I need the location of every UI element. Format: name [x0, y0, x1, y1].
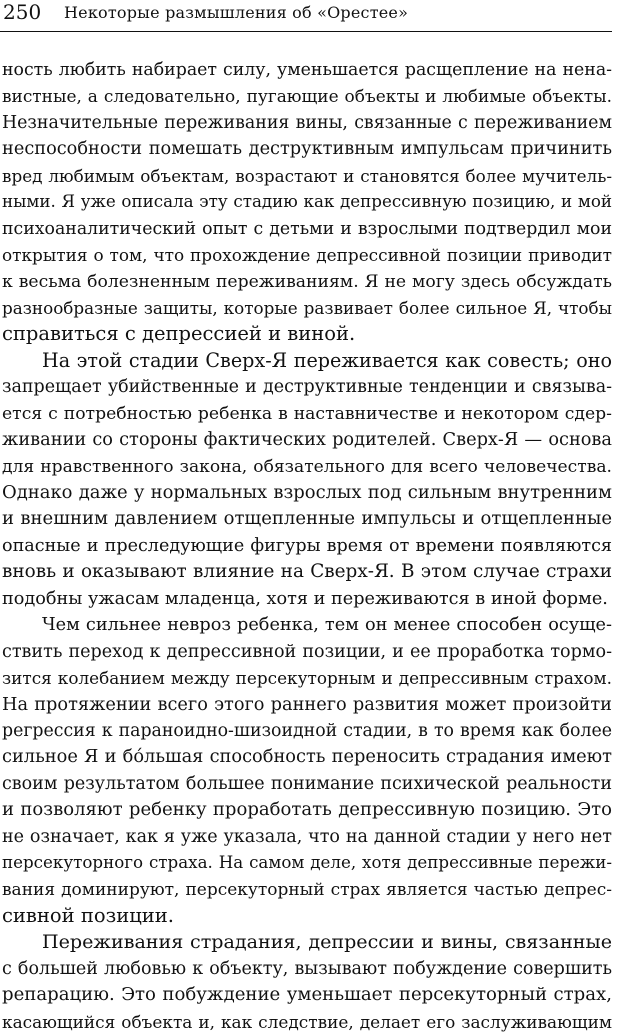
body-text — [2, 57, 612, 1035]
paragraph-first-line: Чем сильнее невроз ребенка, тем он менее способен осуще- — [42, 615, 612, 636]
text-line: и позволяют ребенку проработать депрессивную позицию. Это — [2, 799, 612, 821]
text-line: справиться с депрессией и виной. — [2, 322, 356, 346]
text-line: Незначительные переживания вины, связанные с переживанием — [2, 112, 612, 133]
text-line: неспособности помешать деструктивным импульсам причинить — [2, 139, 612, 160]
text-line: ется с потребностью ребенка в наставничестве и некотором сдер- — [2, 403, 612, 424]
text-line: Однако даже у нормальных взрослых под сильным внутренним — [2, 482, 612, 503]
text-line: ность любить набирает силу, уменьшается расщепление на нена- — [2, 60, 612, 80]
text-line: запрещает убийственные и деструктивные тенденции и связыва- — [2, 377, 612, 398]
text-line: вания доминируют, персекуторный страх является частью депрес- — [2, 879, 612, 900]
text-line: и внешним давлением отщепленные импульсы и отщепленные — [2, 508, 612, 530]
text-line: своим результатом большее понимание психической реальности — [2, 773, 612, 794]
text-line: опасные и преследующие фигуры время от времени появляются — [2, 535, 612, 556]
page-number: 250 — [3, 0, 42, 24]
text-line: вновь и оказывают влияние на Сверх-Я. В этом случае страхи — [2, 561, 612, 583]
text-line: сильное Я и бóльшая способность переносить страдания имеют — [2, 746, 612, 768]
text-line: ствить переход к депрессивной позиции, и ее проработка тормо- — [2, 641, 612, 662]
text-line: подобны ужасам младенца, хотя и переживаются в иной форме. — [2, 588, 608, 609]
text-line: не означает, как я уже указала, что на данной стадии у него нет — [2, 826, 612, 847]
text-line: психоаналитический опыт с детьми и взрослыми подтвердил мои — [2, 218, 612, 239]
text-line: с большей любовью к объекту, вызывают побуждение совершить — [2, 958, 612, 979]
text-line: вистные, а следовательно, пугающие объекты и любимые объекты. — [2, 86, 612, 107]
text-line: к весьма болезненным переживаниям. Я не могу здесь обсуждать — [2, 271, 612, 292]
text-line: регрессия к параноидно-шизоидной стадии, в то время как более — [2, 720, 612, 741]
text-line: ными. Я уже описала эту стадию как депрессивную позицию, и мой — [2, 192, 612, 212]
text-line: разнообразные защиты, которые развивает более сильное Я, чтобы — [2, 297, 612, 318]
page-header — [0, 0, 620, 24]
text-line: касающийся объекта и, как следствие, делает его заслуживающим — [2, 1011, 612, 1032]
paragraph-first-line: Переживания страдания, депрессии и вины, связанные — [42, 930, 612, 954]
text-line: сивной позиции. — [2, 904, 174, 927]
text-line: открытия о том, что прохождение депрессивной позиции приводит — [2, 245, 612, 266]
paragraph-first-line: На этой стадии Сверх-Я переживается как совесть; оно — [42, 348, 612, 372]
text-line: живании со стороны фактических родителей. Сверх-Я — основа — [2, 430, 612, 451]
text-line: для нравственного закона, обязательного для всего человечества. — [2, 456, 612, 477]
running-head: Некоторые размышления об «Орестее» — [64, 3, 409, 22]
text-line: зится колебанием между персекуторным и депрессивным страхом. — [2, 668, 612, 689]
header-rule — [0, 31, 612, 32]
text-line: персекуторного страха. На самом деле, хотя депрессивные пережи- — [2, 853, 612, 873]
text-line: репарацию. Это побуждение уменьшает персекуторный страх, — [2, 984, 612, 1006]
text-line: вред любимым объектам, возрастают и становятся более мучитель- — [2, 165, 612, 186]
text-line: На протяжении всего этого раннего развития может произойти — [2, 694, 612, 715]
